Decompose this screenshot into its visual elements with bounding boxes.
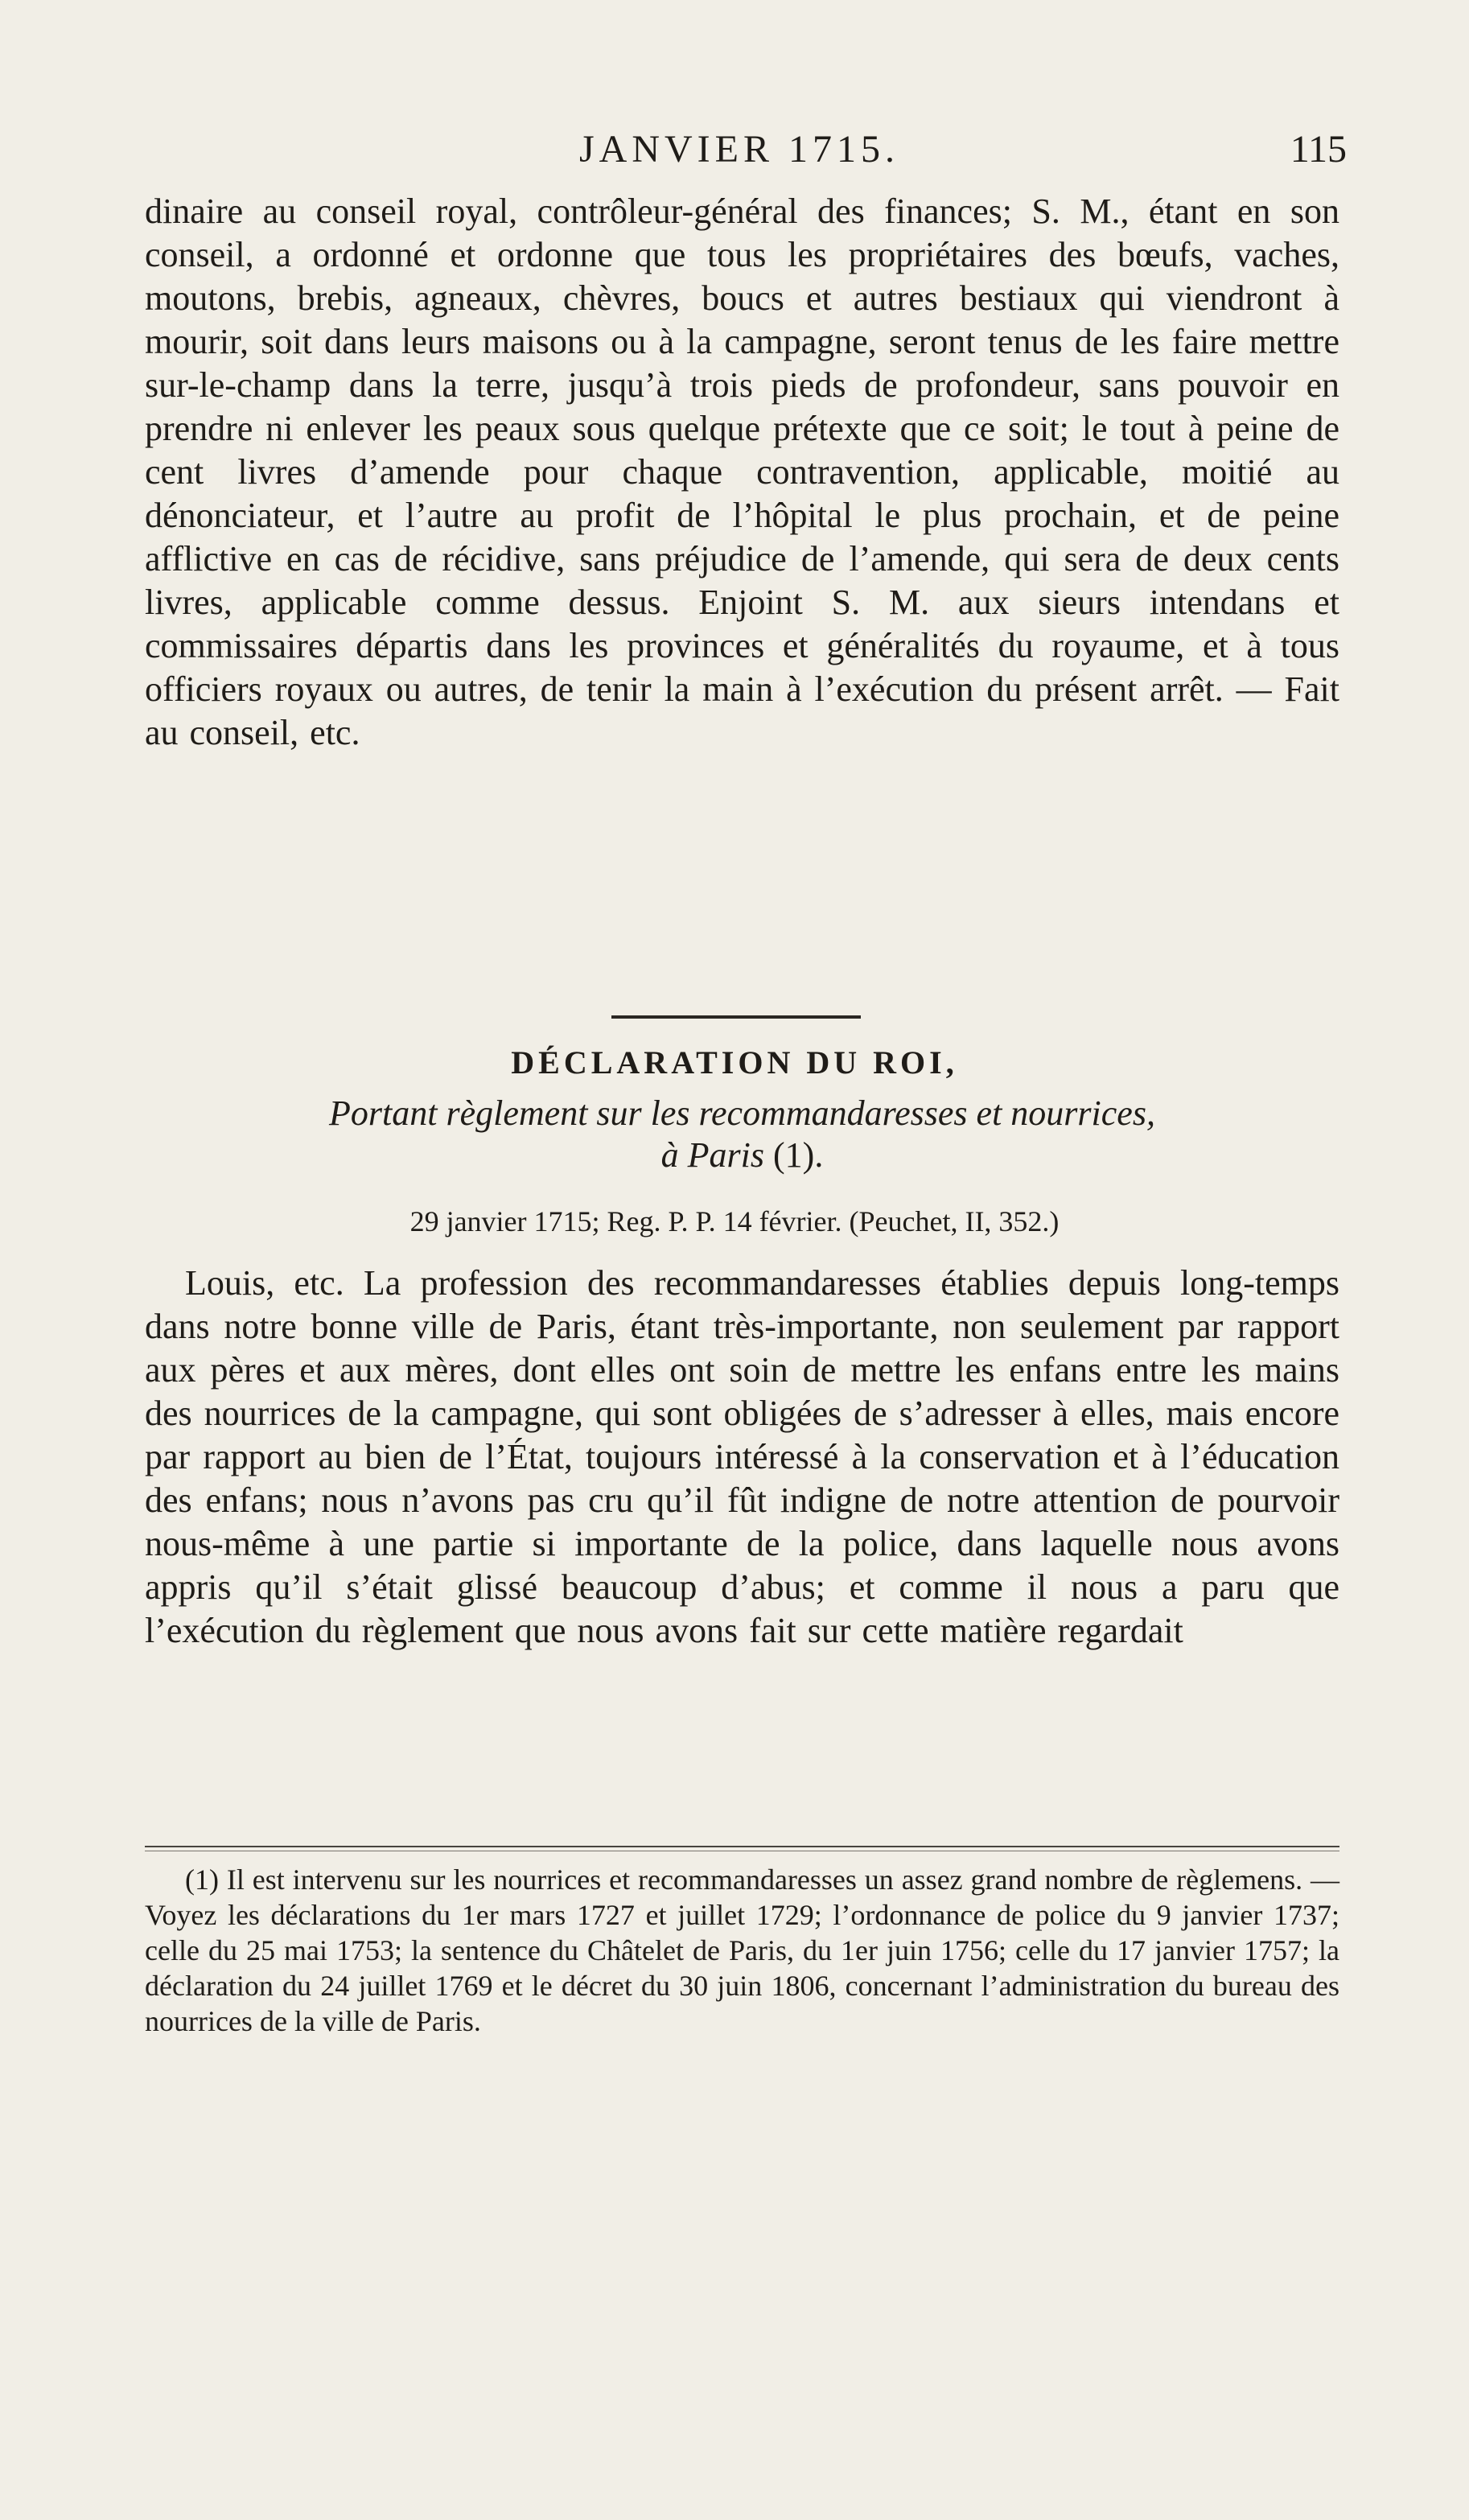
running-title: JANVIER 1715. [579, 128, 899, 171]
footnote-reference: (1). [773, 1135, 824, 1175]
declaration-source: 29 janvier 1715; Reg. P. P. 14 février. (Peuchet, II, 352.) [409, 1205, 1060, 1237]
declaration-subtitle [145, 1093, 1339, 1176]
arret-continuation-paragraph [145, 190, 1339, 755]
running-head [0, 121, 1469, 177]
footnote-rule [145, 1846, 1339, 1847]
paragraph-text: Louis, etc. La profession des recommandaresses établies depuis long-temps dans notre bonne ville de Paris, étant très-importante, non seulement par rapport aux pères et aux mères, dont elles ont soin de mettre les enfans entre les mains des nourrices de la campagne, qui sont obligées de s’adresser à elles, mais encore par rapport au bien de l’État, toujours intéressé à la conservation et à l’éducation des enfans; nous n’avons pas cru qu’il fût indigne de notre attention de pourvoir nous-même à une partie si importante de la police, dans laquelle nous avons appris qu’il s’était glissé beaucoup d’abus; et comme il nous a paru que l’exécution du règlement que nous avons fait sur cette matière regardait [145, 1263, 1339, 1650]
footnote-text: (1) Il est intervenu sur les nourrices et recommandaresses un assez grand nombre de règlemens. — Voyez les déclarations du 1er mars 1727 et juillet 1729; l’ordonnance de police du 9 janvier 1737; celle du 25 mai 1753; la sentence du Châtelet de Paris, du 1er juin 1756; celle du 17 janvier 1757; la déclaration du 24 juillet 1769 et le décret du 30 juin 1806, concernant l’administration du bureau des nourrices de la ville de Paris. [145, 1863, 1339, 2037]
subtitle-line-1: Portant règlement sur les recommandaresses et nourrices, [329, 1093, 1155, 1133]
section-divider [611, 1015, 861, 1019]
paragraph-text: dinaire au conseil royal, contrôleur-général des finances; S. M., étant en son conseil, a ordonné et ordonne que tous les propriétaires des bœufs, vaches, moutons, brebis, agneaux, chèvres, boucs et autres bestiaux qui viendront à mourir, soit dans leurs maisons ou à la campagne, seront tenus de les faire mettre sur-le-champ dans la terre, jusqu’à trois pieds de profondeur, sans pouvoir en prendre ni enlever les peaux sous quelque prétexte que ce soit; le tout à peine de cent livres d’amende pour chaque contravention, applicable, moitié au dénonciateur, et l’autre au profit de l’hôpital le plus prochain, et de peine afflictive en cas de récidive, sans préjudice de l’amende, qui sera de deux cents livres, applicable comme dessus. Enjoint S. M. aux sieurs intendans et commissaires départis dans les provinces et généralités du royaume, et à tous officiers royaux ou autres, de tenir la main à l’exécution du présent arrêt. — Fait au conseil, etc. [145, 191, 1339, 752]
declaration-body-paragraph [145, 1262, 1339, 1653]
subtitle-line-2: à Paris [660, 1135, 765, 1175]
footnote [145, 1862, 1339, 2039]
declaration-title: DÉCLARATION DU ROI, [511, 1044, 958, 1081]
page-number: 115 [1290, 128, 1347, 171]
